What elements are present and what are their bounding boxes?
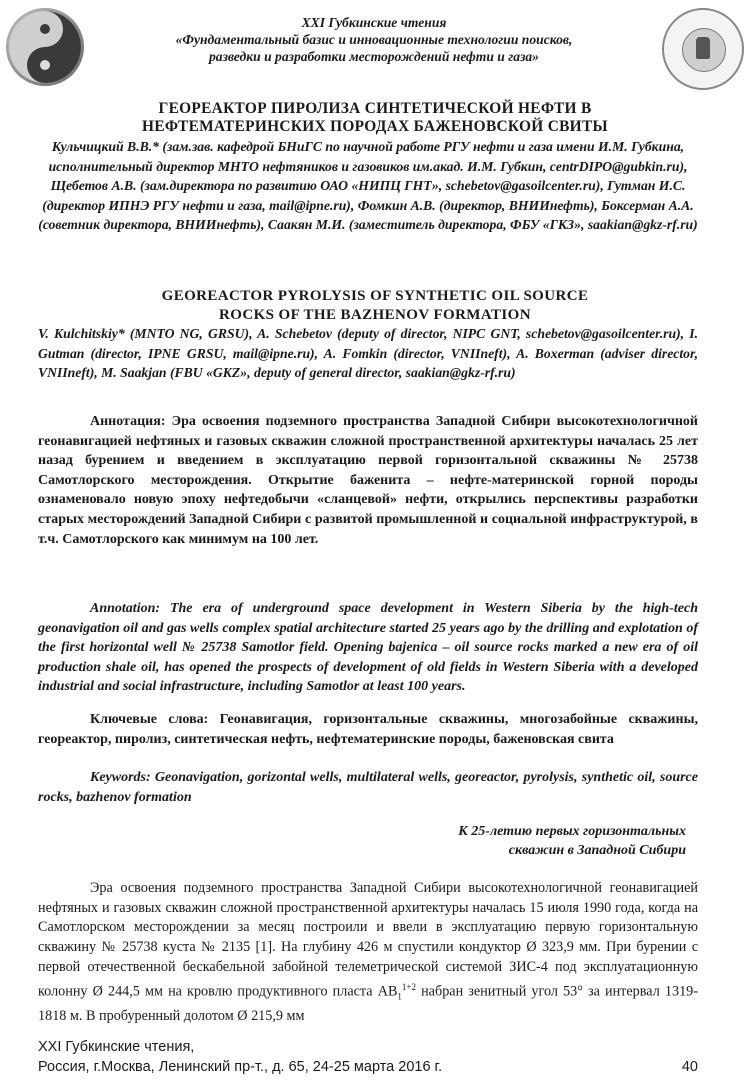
title-ru-line-1: ГЕОРЕАКТОР ПИРОЛИЗА СИНТЕТИЧЕСКОЙ НЕФТИ В [158,100,592,117]
title-en-line-1: GEOREACTOR PYROLYSIS OF SYNTHETIC OIL SOURCE [161,288,589,304]
keywords-english: Keywords: Geonavigation, gorizontal wells, multilateral wells, georeactor, pyrolysis, synthetic oil, source rocks, bazhenov formation [38,770,698,805]
body-text-start: Эра освоения подземного пространства Западной Сибири высокотехнологичной геонавигацией нефтяных и газовых скважин сложной пространственной архитектуры началась 15 июля 1990 года, когда на Самотлорском месторождении за месяц построили и ввели в эксплуатацию первую горизонтальную скважину № 25738 куста № 2135 [1]. На глубину 426 м спустили кондуктор Ø 323,9 мм. При бурении с первой отечественной бескабельной забойной телеметрической системой ЗИС-4 под эксплуатационную колонну Ø 244,5 мм на кровлю продуктивного пласта АВ [38,880,698,1000]
formation-superscript: 1+2 [401,981,416,992]
abstract-russian: Аннотация: Эра освоения подземного пространства Западной Сибири высокотехнологичной геонавигацией нефтяных и газовых скважин сложной пространственной архитектуры началась 25 лет назад бурением и введением в эксплуатацию первой горизонтальной скважины № 25738 Самотлорского месторождения. Открытие баженита – нефте-материнской горной породы ознаменовало новую эпоху нефтедобычи «сланцевой» нефти, открылись перспективы разработки старых месторождений Западной Сибири с развитой промышленной и социальной инфраструктурой, в т.ч. Самотлорского как минимум на 100 лет. [38,414,698,547]
university-logo [6,8,84,86]
authors-english: V. Kulchitskiy* (MNTO NG, GRSU), A. Schebetov (deputy of director, NIPC GNT, schebetov@gasoilcenter.ru), I. Gutman (director, IPNE GRSU, mail@ipne.ru), A. Fomkin (director, VNIIneft), A. Boxerman (adviser director, VNIIneft), M. Saakjan (FBU «GKZ», deputy of general director, saakian@gkz-rf.ru) [38,326,698,380]
page-number: 40 [681,1059,698,1075]
header-line-2: «Фундаментальный базис и инновационные технологии поисков, [175,32,573,47]
title-ru-line-2: НЕФТЕМАТЕРИНСКИХ ПОРОДАХ БАЖЕНОВСКОЙ СВИТЫ [142,118,608,135]
epigraph-line-1: К 25-летию первых горизонтальных [458,824,686,839]
seal-emblem-icon [682,28,726,72]
epigraph-line-2: скважин в Западной Сибири [508,843,686,858]
header-line-1: XXI Губкинские чтения [301,15,447,30]
footer-conference: XXI Губкинские чтения, [38,1039,195,1055]
conference-seal [662,8,744,90]
keywords-russian: Ключевые слова: Геонавигация, горизонтальные скважины, многозабойные скважины, георeактор, пиролиз, синтетическая нефть, нефтематеринские породы, баженовская свита [38,712,698,747]
yin-yang-icon [6,8,84,86]
authors-russian: Кульчицкий В.В.* (зам.зав. кафедрой БНиГС по научной работе РГУ нефти и газа имени И.М. Губкина, исполнительный директор МНТО нефтяников и газовиков им.акад. И.М. Губкин, centrDIPO@gubkin.ru), Щебетов А.В. (зам.директора по развитию ОАО «НИПЦ ГНТ», schebetov@gasoilcenter.ru), Гутман И.С. (директор ИПНЭ РГУ нефти и газа, mail@ipne.ru), Фомкин А.В. (директор, ВНИИнефть), Боксерман А.А. (советник директора, ВНИИнефть), Саакян М.И. (заместитель директора, ФБУ «ГКЗ», saakian@gkz-rf.ru) [38,139,698,232]
title-russian [60,100,690,136]
body-text-end: набран зенитный угол 53° за интервал 1319-1818 м. В пробуренный долотом Ø 215,9 мм [38,983,698,1024]
header-line-3: разведки и разработки месторождений нефти и газа» [209,49,539,64]
abstract-english: Annotation: The era of underground space development in Western Siberia by the high-tech geonavigation oil and gas wells complex spatial architecture started 25 years ago by the drilling and explotation of the first horizontal well № 25738 Samotlor field. Opening bajenica – oil source rocks marked a new era of oil production shale oil, has opened the prospects of development of old fields in Western Siberia with a developed industrial and social infrastructure, including Samotlor at least 100 years. [38,601,698,695]
epigraph [300,822,686,860]
body-paragraph [38,879,698,1026]
title-en-line-2: ROCKS OF THE BAZHENOV FORMATION [219,306,531,323]
footer-address: Россия, г.Москва, Ленинский пр-т., д. 65, 24-25 марта 2016 г. [38,1059,443,1075]
formation-subscript: 1 [397,991,402,1002]
title-english [60,287,690,324]
conference-header [90,14,658,65]
